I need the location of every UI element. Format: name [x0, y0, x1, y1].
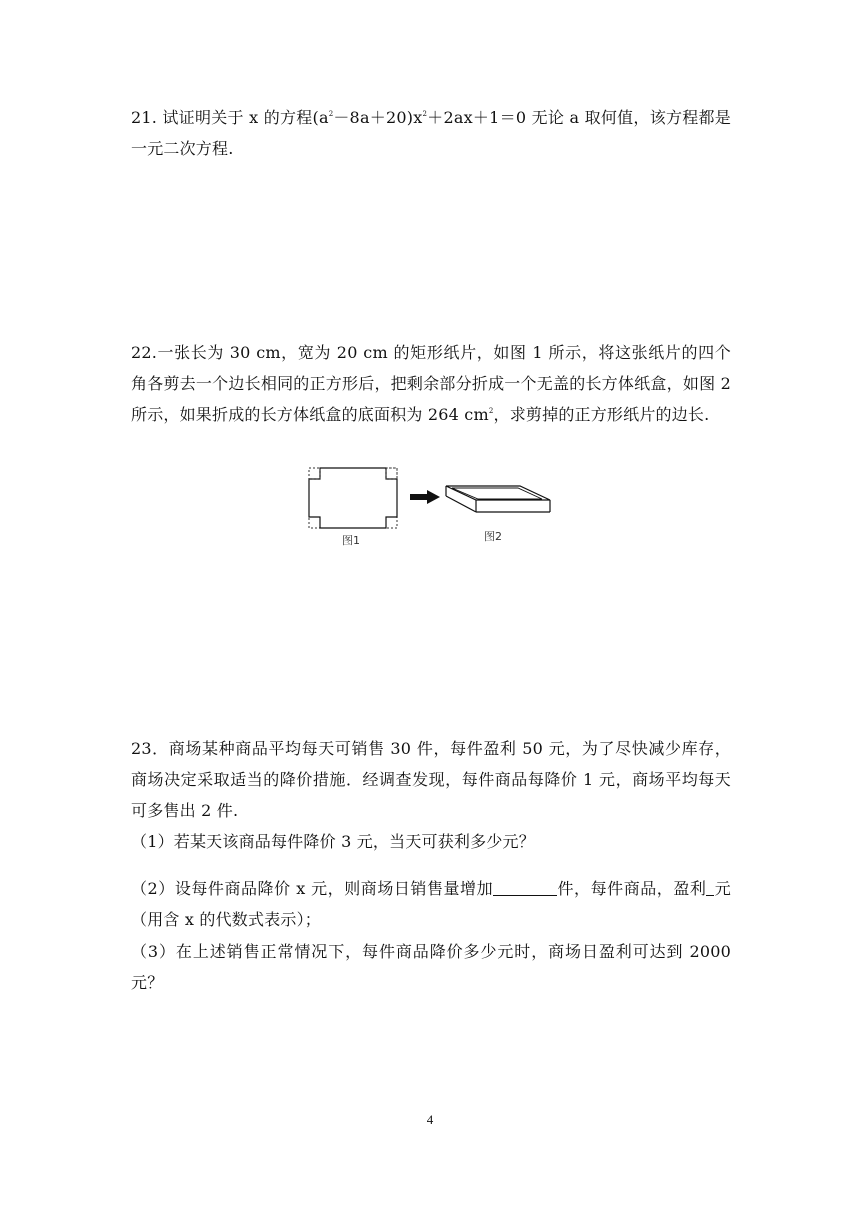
- question-23-part-2: [131, 873, 731, 935]
- q21-text-3: ＋2ax＋1＝0 无论 a 取何值，该方程都是一元二次方程.: [131, 108, 731, 158]
- figure-1-label: 图1: [342, 534, 360, 547]
- q23-part-2-text-c: 元（用含 x 的代数式表示）；: [131, 879, 731, 929]
- page-number: 4: [426, 1112, 434, 1127]
- q21-exponent-1: 2: [328, 110, 334, 118]
- q22-text-1: 22.一张长为 30 cm，宽为 20 cm 的矩形纸片，如图 1 所示，将这张纸片的四个角各剪去一个边长相同的正方形后，把剩余部分折成一个无盖的长方体纸盒，如图 2 所示，如果折成的长方体纸盒的底面积为 264 cm: [131, 343, 731, 424]
- question-21: [131, 102, 731, 164]
- figure-2-label: 图2: [484, 530, 502, 543]
- arrow-right-icon: [410, 490, 440, 504]
- q23-part-2-text-a: （2）设每件商品降价 x 元，则商场日销售量增加: [131, 879, 494, 898]
- answer-blank-1[interactable]: [493, 877, 557, 896]
- question-22: [131, 337, 731, 430]
- q22-exponent: 2: [488, 407, 494, 415]
- figure-2-open-box: [442, 476, 554, 524]
- q21-exponent-2: 2: [422, 110, 428, 118]
- question-23-part-1: （1）若某天该商品每件降价 3 元，当天可获利多少元？: [131, 832, 535, 851]
- question-23-part-3: （3）在上述销售正常情况下，每件商品降价多少元时，商场日盈利可达到 2000 元？: [131, 942, 731, 992]
- q23-part-2-text-b: 件，每件商品，盈利: [557, 879, 707, 898]
- q21-text-1: 21. 试证明关于 x 的方程(a: [131, 108, 329, 127]
- figure-1-rectangle-sheet: [305, 464, 401, 530]
- q21-text-2: －8a＋20)x: [333, 108, 423, 127]
- question-23-stem: 23．商场某种商品平均每天可销售 30 件，每件盈利 50 元，为了尽快减少库存，商场决定采取适当的降价措施．经调查发现，每件商品每降价 1 元，商场平均每天可多售出 2 件.: [131, 739, 731, 820]
- q22-text-2: ，求剪掉的正方形纸片的边长.: [493, 405, 710, 424]
